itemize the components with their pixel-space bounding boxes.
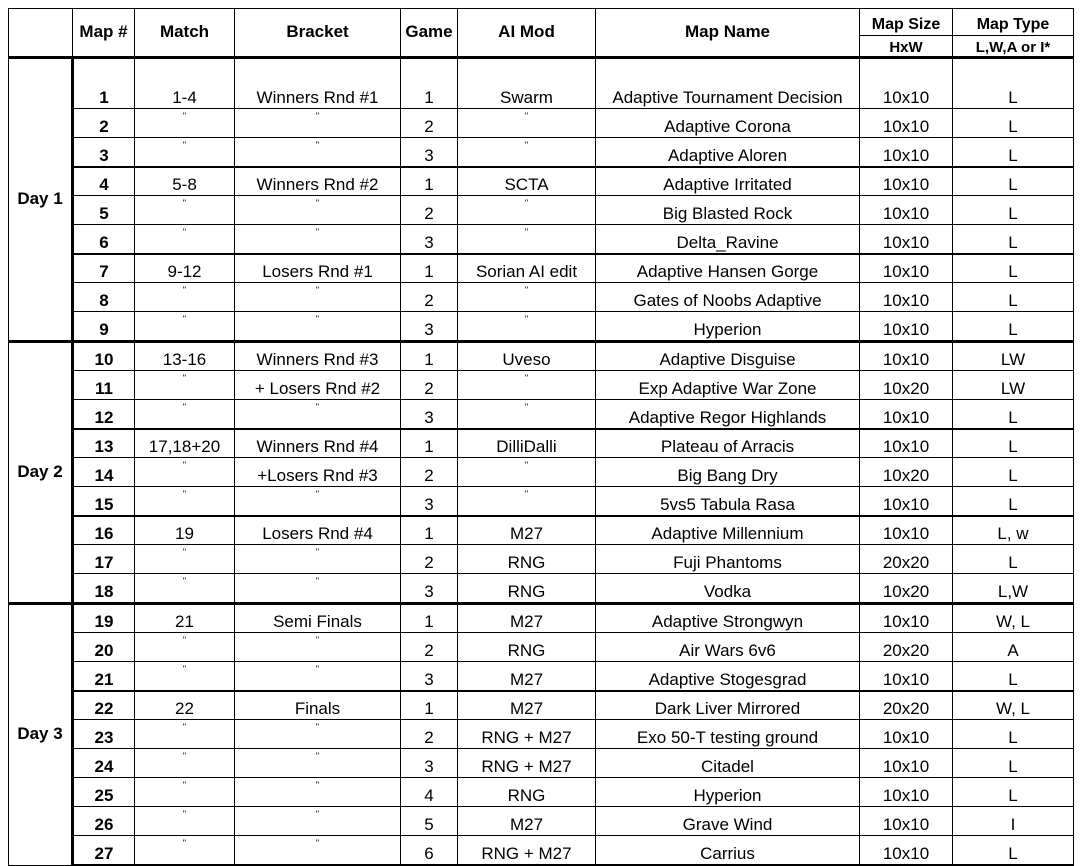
map-name-cell: Fuji Phantoms <box>596 545 860 574</box>
map-name-cell: Adaptive Hansen Gorge <box>596 254 860 283</box>
match-cell: " <box>135 283 235 312</box>
game-cell: 1 <box>401 254 458 283</box>
match-cell: " <box>135 574 235 604</box>
ai-mod-cell: M27 <box>458 604 596 633</box>
ai-mod-cell: RNG <box>458 633 596 662</box>
day-label: Day 1 <box>9 58 73 342</box>
bracket-cell: " <box>235 109 401 138</box>
map-type-cell: L <box>953 545 1074 574</box>
ai-mod-cell: M27 <box>458 662 596 692</box>
match-cell: " <box>135 225 235 255</box>
ai-mod-cell: SCTA <box>458 167 596 196</box>
map-number-cell: 19 <box>73 604 135 633</box>
map-number-cell: 23 <box>73 720 135 749</box>
map-name-cell: Big Bang Dry <box>596 458 860 487</box>
ai-mod-cell: " <box>458 196 596 225</box>
ai-mod-cell: " <box>458 225 596 255</box>
ai-mod-cell: M27 <box>458 807 596 836</box>
table-row <box>9 283 1074 312</box>
table-row <box>9 342 1074 371</box>
map-size-cell: 10x10 <box>860 778 953 807</box>
map-name-cell: Adaptive Corona <box>596 109 860 138</box>
table-row <box>9 720 1074 749</box>
map-size-cell: 10x10 <box>860 196 953 225</box>
header-map-number: Map # <box>73 9 135 58</box>
table-row <box>9 807 1074 836</box>
header-map-name: Map Name <box>596 9 860 58</box>
ai-mod-cell: DilliDalli <box>458 429 596 458</box>
table-row <box>9 225 1074 255</box>
map-type-cell: L <box>953 836 1074 866</box>
table-row <box>9 662 1074 692</box>
day-label: Day 3 <box>9 604 73 866</box>
map-type-cell: L <box>953 312 1074 342</box>
table-header <box>9 9 1074 58</box>
map-number-cell: 5 <box>73 196 135 225</box>
match-cell: 22 <box>135 691 235 720</box>
map-number-cell: 17 <box>73 545 135 574</box>
ai-mod-cell: " <box>458 487 596 517</box>
map-number-cell: 4 <box>73 167 135 196</box>
game-cell: 3 <box>401 749 458 778</box>
bracket-cell: " <box>235 545 401 574</box>
ai-mod-cell: " <box>458 400 596 430</box>
game-cell: 2 <box>401 109 458 138</box>
table-row <box>9 167 1074 196</box>
map-type-cell: L <box>953 429 1074 458</box>
table-row <box>9 691 1074 720</box>
map-type-cell: L <box>953 720 1074 749</box>
game-cell: 1 <box>401 691 458 720</box>
map-number-cell: 20 <box>73 633 135 662</box>
bracket-cell: Finals <box>235 691 401 720</box>
table-row <box>9 749 1074 778</box>
game-cell: 2 <box>401 633 458 662</box>
map-name-cell: Vodka <box>596 574 860 604</box>
header-bracket: Bracket <box>235 9 401 58</box>
map-number-cell: 16 <box>73 516 135 545</box>
game-cell: 2 <box>401 196 458 225</box>
match-cell: " <box>135 807 235 836</box>
map-type-cell: LW <box>953 342 1074 371</box>
map-name-cell: Hyperion <box>596 312 860 342</box>
game-cell: 3 <box>401 312 458 342</box>
map-name-cell: Adaptive Aloren <box>596 138 860 168</box>
map-size-cell: 10x10 <box>860 312 953 342</box>
map-number-cell: 12 <box>73 400 135 430</box>
map-type-cell: L <box>953 283 1074 312</box>
game-cell: 1 <box>401 516 458 545</box>
ai-mod-cell: Sorian AI edit <box>458 254 596 283</box>
map-name-cell: Adaptive Strongwyn <box>596 604 860 633</box>
map-type-cell: L <box>953 109 1074 138</box>
map-name-cell: Carrius <box>596 836 860 866</box>
map-size-cell: 20x20 <box>860 633 953 662</box>
map-type-cell: W, L <box>953 691 1074 720</box>
ai-mod-cell: RNG + M27 <box>458 749 596 778</box>
bracket-cell: " <box>235 283 401 312</box>
map-number-cell: 3 <box>73 138 135 168</box>
map-size-cell: 10x10 <box>860 225 953 255</box>
table-row <box>9 545 1074 574</box>
schedule-table <box>8 8 1074 866</box>
map-type-cell: L <box>953 58 1074 109</box>
map-size-cell: 10x10 <box>860 516 953 545</box>
table-row <box>9 109 1074 138</box>
bracket-cell: + Losers Rnd #2 <box>235 371 401 400</box>
bracket-cell: Losers Rnd #1 <box>235 254 401 283</box>
map-number-cell: 27 <box>73 836 135 866</box>
match-cell: " <box>135 778 235 807</box>
tournament-schedule-sheet <box>8 8 1074 866</box>
game-cell: 1 <box>401 342 458 371</box>
bracket-cell: " <box>235 633 401 662</box>
bracket-cell: " <box>235 807 401 836</box>
map-number-cell: 1 <box>73 58 135 109</box>
ai-mod-cell: " <box>458 312 596 342</box>
map-number-cell: 2 <box>73 109 135 138</box>
map-size-cell: 10x10 <box>860 254 953 283</box>
map-size-cell: 20x20 <box>860 545 953 574</box>
bracket-cell: " <box>235 662 401 692</box>
map-number-cell: 13 <box>73 429 135 458</box>
table-row <box>9 458 1074 487</box>
map-type-cell: L <box>953 778 1074 807</box>
header-match: Match <box>135 9 235 58</box>
game-cell: 2 <box>401 458 458 487</box>
map-number-cell: 7 <box>73 254 135 283</box>
schedule-body <box>9 58 1074 866</box>
match-cell: " <box>135 196 235 225</box>
map-type-cell: L <box>953 138 1074 168</box>
map-size-cell: 10x10 <box>860 836 953 866</box>
ai-mod-cell: RNG <box>458 778 596 807</box>
game-cell: 2 <box>401 720 458 749</box>
table-row <box>9 400 1074 430</box>
map-name-cell: Air Wars 6v6 <box>596 633 860 662</box>
map-number-cell: 26 <box>73 807 135 836</box>
map-number-cell: 6 <box>73 225 135 255</box>
bracket-cell: " <box>235 574 401 604</box>
map-name-cell: Adaptive Stogesgrad <box>596 662 860 692</box>
match-cell: 19 <box>135 516 235 545</box>
map-number-cell: 8 <box>73 283 135 312</box>
map-type-cell: L <box>953 196 1074 225</box>
game-cell: 3 <box>401 138 458 168</box>
map-type-cell: L <box>953 225 1074 255</box>
table-row <box>9 487 1074 517</box>
map-type-cell: L,W <box>953 574 1074 604</box>
map-type-cell: W, L <box>953 604 1074 633</box>
map-size-cell: 10x10 <box>860 167 953 196</box>
map-number-cell: 14 <box>73 458 135 487</box>
map-name-cell: Grave Wind <box>596 807 860 836</box>
map-size-cell: 10x10 <box>860 400 953 430</box>
table-row <box>9 138 1074 168</box>
map-type-cell: I <box>953 807 1074 836</box>
bracket-cell: Semi Finals <box>235 604 401 633</box>
map-type-cell: L <box>953 167 1074 196</box>
map-type-cell: L <box>953 400 1074 430</box>
match-cell: " <box>135 662 235 692</box>
header-blank <box>9 9 73 58</box>
table-row <box>9 196 1074 225</box>
match-cell: " <box>135 749 235 778</box>
bracket-cell: " <box>235 312 401 342</box>
game-cell: 3 <box>401 574 458 604</box>
table-row <box>9 254 1074 283</box>
map-name-cell: Adaptive Regor Highlands <box>596 400 860 430</box>
map-name-cell: Plateau of Arracis <box>596 429 860 458</box>
table-row <box>9 516 1074 545</box>
match-cell: 9-12 <box>135 254 235 283</box>
map-size-cell: 10x10 <box>860 662 953 692</box>
game-cell: 1 <box>401 429 458 458</box>
game-cell: 3 <box>401 487 458 517</box>
map-type-cell: LW <box>953 371 1074 400</box>
match-cell: " <box>135 633 235 662</box>
map-name-cell: Gates of Noobs Adaptive <box>596 283 860 312</box>
match-cell: 21 <box>135 604 235 633</box>
map-name-cell: Hyperion <box>596 778 860 807</box>
game-cell: 1 <box>401 58 458 109</box>
bracket-cell: Losers Rnd #4 <box>235 516 401 545</box>
map-type-cell: L, w <box>953 516 1074 545</box>
match-cell: " <box>135 720 235 749</box>
table-row <box>9 58 1074 109</box>
match-cell: " <box>135 312 235 342</box>
match-cell: 13-16 <box>135 342 235 371</box>
match-cell: " <box>135 400 235 430</box>
map-number-cell: 21 <box>73 662 135 692</box>
map-name-cell: Dark Liver Mirrored <box>596 691 860 720</box>
map-size-cell: 10x20 <box>860 371 953 400</box>
match-cell: 17,18+20 <box>135 429 235 458</box>
table-row <box>9 778 1074 807</box>
map-name-cell: Exo 50-T testing ground <box>596 720 860 749</box>
bracket-cell: Winners Rnd #2 <box>235 167 401 196</box>
header-map-type: Map Type <box>953 9 1074 36</box>
header-ai-mod: AI Mod <box>458 9 596 58</box>
bracket-cell: " <box>235 836 401 866</box>
map-number-cell: 18 <box>73 574 135 604</box>
bracket-cell: Winners Rnd #3 <box>235 342 401 371</box>
match-cell: " <box>135 487 235 517</box>
game-cell: 1 <box>401 604 458 633</box>
table-row <box>9 633 1074 662</box>
map-size-cell: 10x10 <box>860 109 953 138</box>
table-row <box>9 371 1074 400</box>
ai-mod-cell: " <box>458 109 596 138</box>
game-cell: 2 <box>401 545 458 574</box>
bracket-cell: " <box>235 196 401 225</box>
ai-mod-cell: RNG + M27 <box>458 720 596 749</box>
map-name-cell: 5vs5 Tabula Rasa <box>596 487 860 517</box>
ai-mod-cell: M27 <box>458 516 596 545</box>
map-number-cell: 22 <box>73 691 135 720</box>
map-size-cell: 10x10 <box>860 807 953 836</box>
bracket-cell: " <box>235 778 401 807</box>
map-number-cell: 24 <box>73 749 135 778</box>
game-cell: 2 <box>401 283 458 312</box>
map-size-cell: 20x20 <box>860 691 953 720</box>
match-cell: 1-4 <box>135 58 235 109</box>
map-name-cell: Big Blasted Rock <box>596 196 860 225</box>
map-size-cell: 10x10 <box>860 429 953 458</box>
bracket-cell: " <box>235 749 401 778</box>
bracket-cell: +Losers Rnd #3 <box>235 458 401 487</box>
bracket-cell: Winners Rnd #4 <box>235 429 401 458</box>
bracket-cell: " <box>235 720 401 749</box>
map-size-cell: 10x10 <box>860 283 953 312</box>
game-cell: 3 <box>401 400 458 430</box>
map-type-cell: L <box>953 254 1074 283</box>
map-size-cell: 10x10 <box>860 487 953 517</box>
map-name-cell: Adaptive Irritated <box>596 167 860 196</box>
game-cell: 3 <box>401 225 458 255</box>
match-cell: " <box>135 138 235 168</box>
match-cell: " <box>135 545 235 574</box>
table-row <box>9 574 1074 604</box>
map-number-cell: 15 <box>73 487 135 517</box>
table-row <box>9 312 1074 342</box>
map-name-cell: Adaptive Tournament Decision <box>596 58 860 109</box>
table-row <box>9 429 1074 458</box>
map-type-cell: L <box>953 458 1074 487</box>
map-type-cell: A <box>953 633 1074 662</box>
header-map-type-sub: L,W,A or I* <box>953 36 1074 58</box>
game-cell: 1 <box>401 167 458 196</box>
day-label: Day 2 <box>9 342 73 604</box>
game-cell: 4 <box>401 778 458 807</box>
match-cell: " <box>135 836 235 866</box>
ai-mod-cell: " <box>458 138 596 168</box>
match-cell: 5-8 <box>135 167 235 196</box>
ai-mod-cell: " <box>458 283 596 312</box>
map-name-cell: Citadel <box>596 749 860 778</box>
map-size-cell: 10x20 <box>860 574 953 604</box>
ai-mod-cell: Swarm <box>458 58 596 109</box>
match-cell: " <box>135 371 235 400</box>
ai-mod-cell: " <box>458 458 596 487</box>
ai-mod-cell: Uveso <box>458 342 596 371</box>
map-size-cell: 10x10 <box>860 58 953 109</box>
map-size-cell: 10x10 <box>860 749 953 778</box>
map-number-cell: 10 <box>73 342 135 371</box>
map-name-cell: Adaptive Disguise <box>596 342 860 371</box>
map-type-cell: L <box>953 487 1074 517</box>
bracket-cell: " <box>235 487 401 517</box>
header-map-size: Map Size <box>860 9 953 36</box>
map-size-cell: 10x10 <box>860 720 953 749</box>
table-row <box>9 836 1074 866</box>
bracket-cell: Winners Rnd #1 <box>235 58 401 109</box>
bracket-cell: " <box>235 225 401 255</box>
map-size-cell: 10x10 <box>860 342 953 371</box>
bracket-cell: " <box>235 138 401 168</box>
map-number-cell: 25 <box>73 778 135 807</box>
map-name-cell: Adaptive Millennium <box>596 516 860 545</box>
ai-mod-cell: RNG <box>458 574 596 604</box>
map-number-cell: 9 <box>73 312 135 342</box>
map-size-cell: 10x10 <box>860 604 953 633</box>
ai-mod-cell: " <box>458 371 596 400</box>
match-cell: " <box>135 109 235 138</box>
game-cell: 5 <box>401 807 458 836</box>
table-row <box>9 604 1074 633</box>
ai-mod-cell: RNG <box>458 545 596 574</box>
game-cell: 3 <box>401 662 458 692</box>
ai-mod-cell: M27 <box>458 691 596 720</box>
map-type-cell: L <box>953 749 1074 778</box>
game-cell: 6 <box>401 836 458 866</box>
header-game: Game <box>401 9 458 58</box>
bracket-cell: " <box>235 400 401 430</box>
map-type-cell: L <box>953 662 1074 692</box>
game-cell: 2 <box>401 371 458 400</box>
map-name-cell: Delta_Ravine <box>596 225 860 255</box>
ai-mod-cell: RNG + M27 <box>458 836 596 866</box>
map-name-cell: Exp Adaptive War Zone <box>596 371 860 400</box>
header-map-size-sub: HxW <box>860 36 953 58</box>
map-size-cell: 10x10 <box>860 138 953 168</box>
match-cell: " <box>135 458 235 487</box>
map-size-cell: 10x20 <box>860 458 953 487</box>
map-number-cell: 11 <box>73 371 135 400</box>
